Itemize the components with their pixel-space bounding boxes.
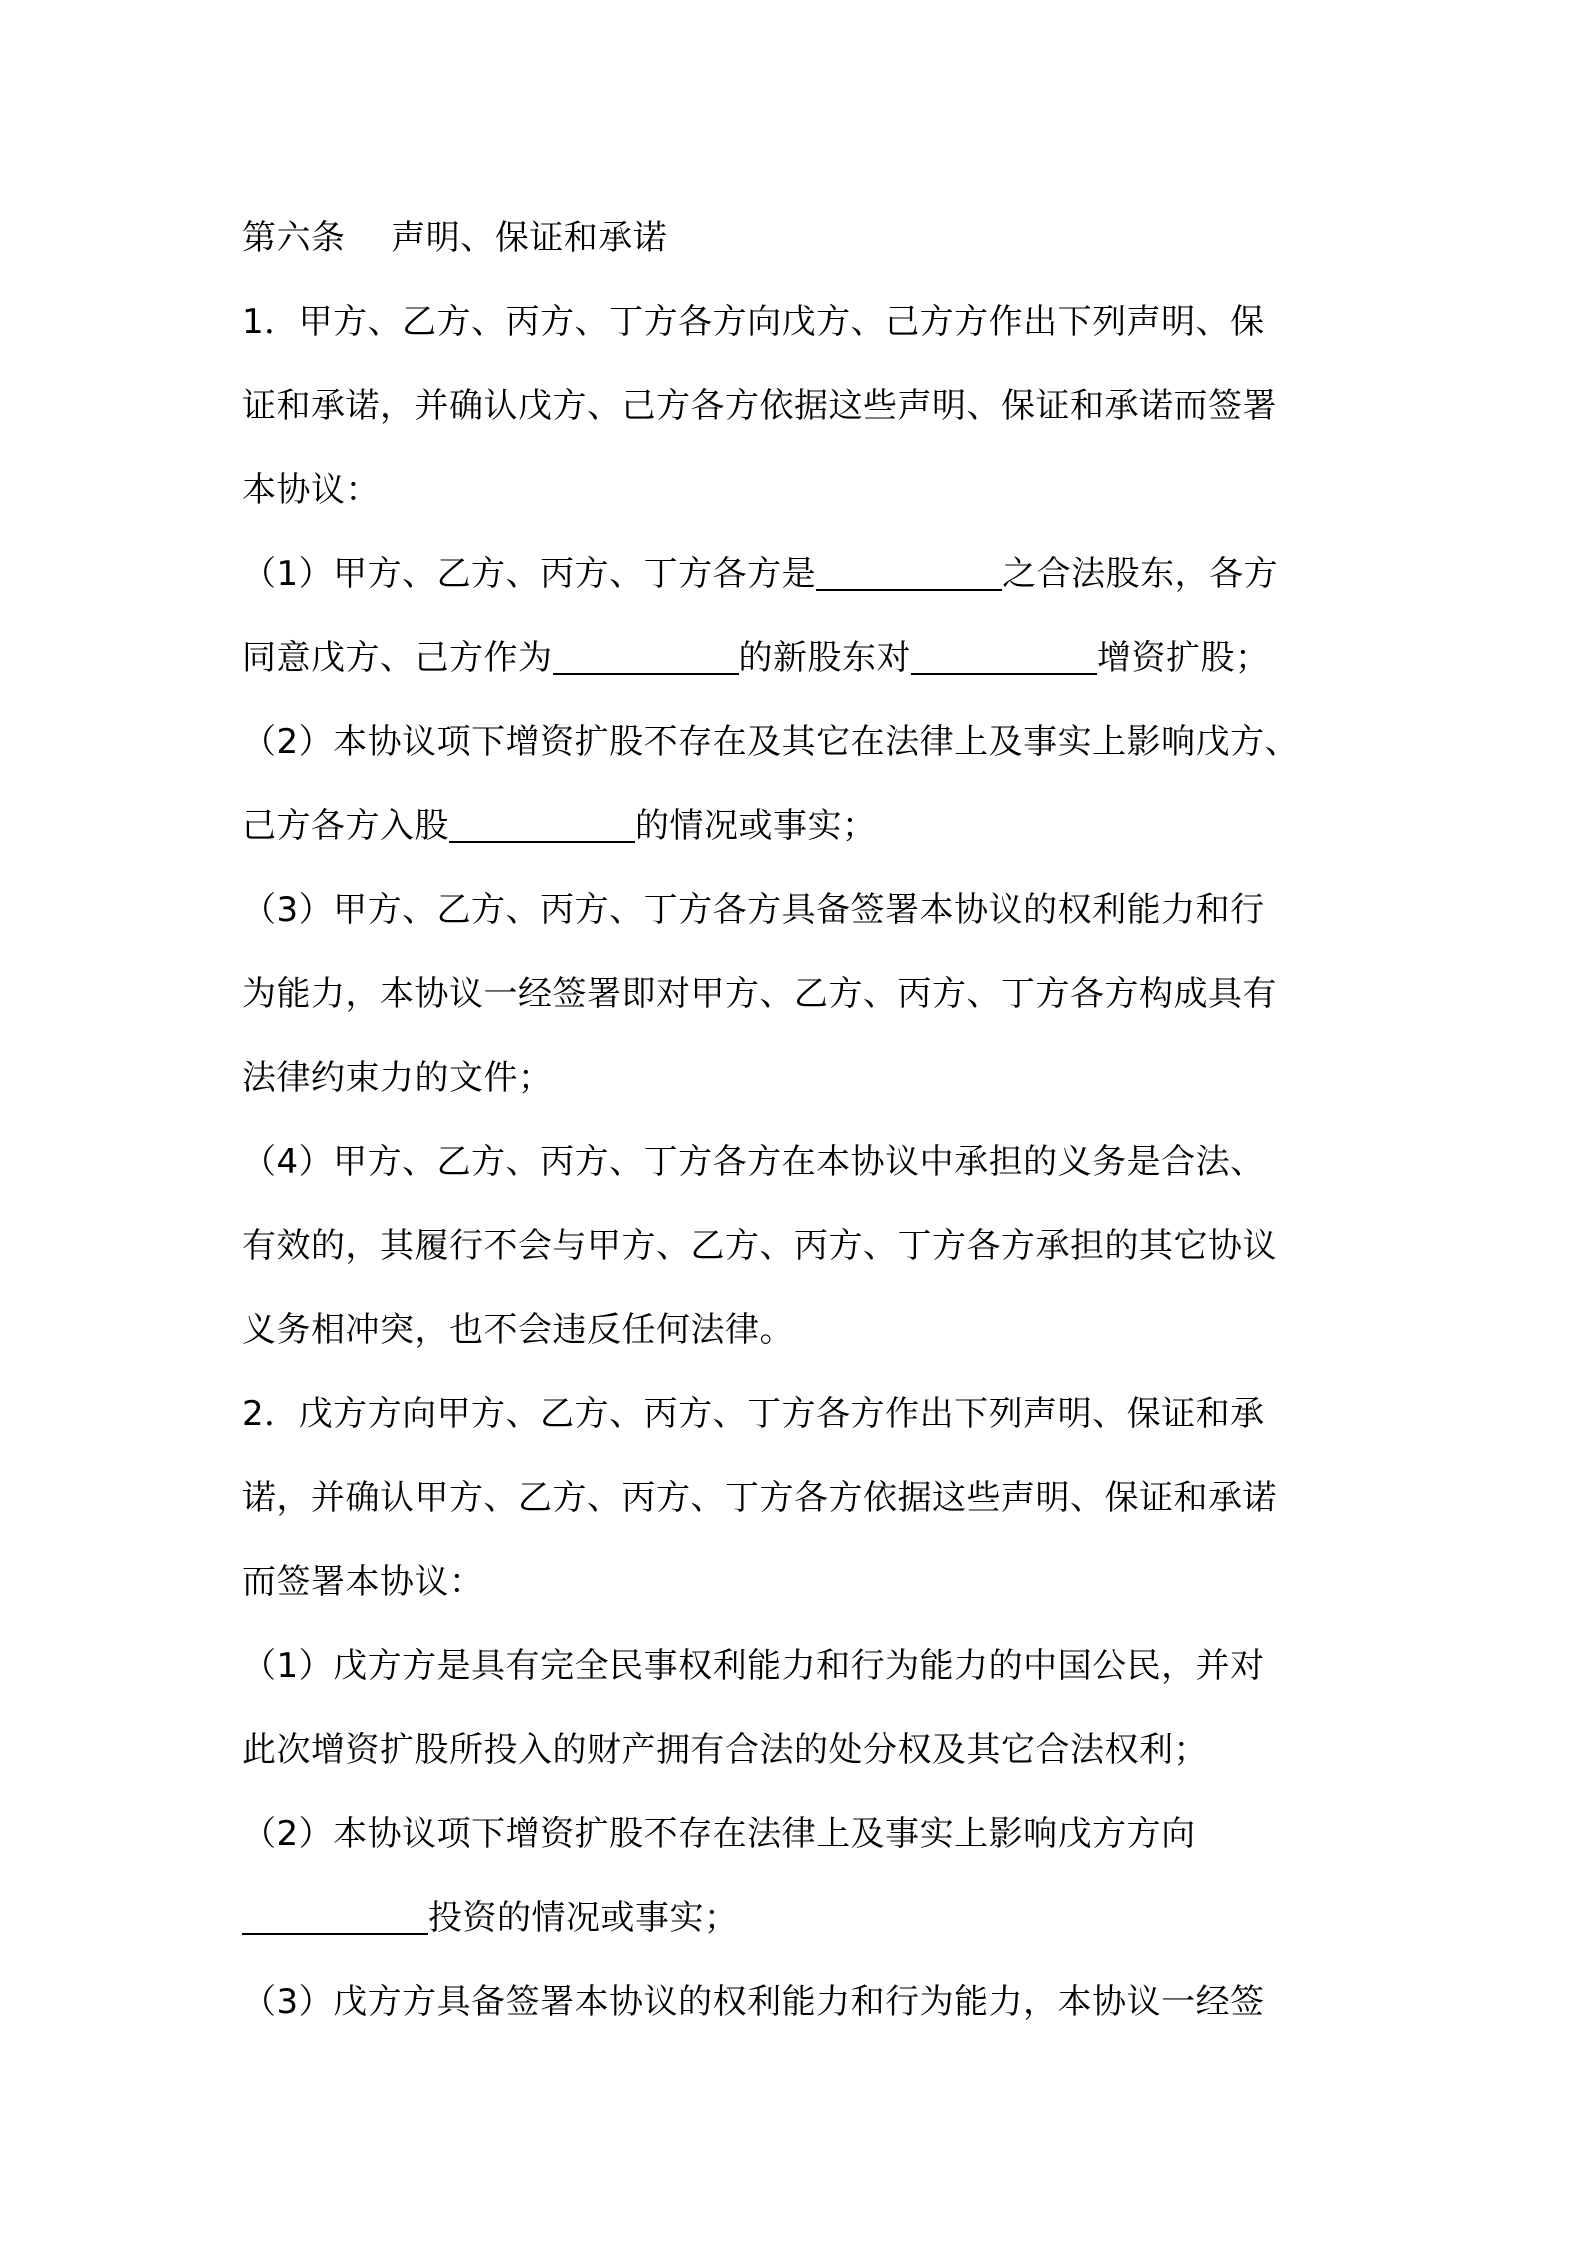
text-line: 诺，并确认甲方、乙方、丙方、丁方各方依据这些声明、保证和承诺: [242, 1478, 1277, 1518]
text-line: [242, 784, 1377, 868]
text-line: [242, 532, 1377, 616]
document-body: [242, 196, 1377, 2044]
text-line: 1．甲方、乙方、丙方、丁方各方向戊方、己方方作出下列声明、保: [242, 302, 1265, 342]
text-segment: 之合法股东，各方: [1002, 554, 1279, 594]
article-title: 第六条 声明、保证和承诺: [242, 218, 668, 258]
text-segment: 己方各方入股: [242, 806, 449, 846]
text-line: 2．戊方方向甲方、乙方、丙方、丁方各方作出下列声明、保证和承: [242, 1394, 1265, 1434]
text-segment: 同意戊方、己方作为: [242, 638, 553, 678]
text-line: （3）甲方、乙方、丙方、丁方各方具备签署本协议的权利能力和行: [242, 890, 1265, 930]
fill-in-blank[interactable]: [816, 555, 1002, 591]
fill-in-blank[interactable]: [242, 1899, 428, 1935]
text-line: 本协议：: [242, 470, 380, 510]
text-segment: 增资扩股；: [1097, 638, 1270, 678]
text-line: [242, 616, 1377, 700]
text-segment: 的新股东对: [738, 638, 911, 678]
text-line: （3）戊方方具备签署本协议的权利能力和行为能力，本协议一经签: [242, 1982, 1265, 2022]
fill-in-blank[interactable]: [449, 807, 635, 843]
text-line: 有效的，其履行不会与甲方、乙方、丙方、丁方各方承担的其它协议: [242, 1226, 1277, 1266]
fill-in-blank[interactable]: [553, 639, 739, 675]
text-segment: 投资的情况或事实；: [428, 1898, 739, 1938]
text-line: 而签署本协议：: [242, 1562, 484, 1602]
text-line: 义务相冲突，也不会违反任何法律。: [242, 1310, 794, 1350]
text-line: 为能力，本协议一经签署即对甲方、乙方、丙方、丁方各方构成具有: [242, 974, 1277, 1014]
text-line: （2）本协议项下增资扩股不存在法律上及事实上影响戊方方向: [242, 1814, 1196, 1854]
text-segment: 的情况或事实；: [635, 806, 877, 846]
fill-in-blank[interactable]: [911, 639, 1097, 675]
text-line: 法律约束力的文件；: [242, 1058, 553, 1098]
text-line: （4）甲方、乙方、丙方、丁方各方在本协议中承担的义务是合法、: [242, 1142, 1265, 1182]
text-segment: （1）甲方、乙方、丙方、丁方各方是: [242, 554, 817, 594]
text-line: （1）戊方方是具有完全民事权利能力和行为能力的中国公民，并对: [242, 1646, 1265, 1686]
text-line: 证和承诺，并确认戊方、己方各方依据这些声明、保证和承诺而签署: [242, 386, 1277, 426]
text-line: （2）本协议项下增资扩股不存在及其它在法律上及事实上影响戊方、: [242, 722, 1300, 762]
text-line: 此次增资扩股所投入的财产拥有合法的处分权及其它合法权利；: [242, 1730, 1208, 1770]
text-line: [242, 1876, 1377, 1960]
